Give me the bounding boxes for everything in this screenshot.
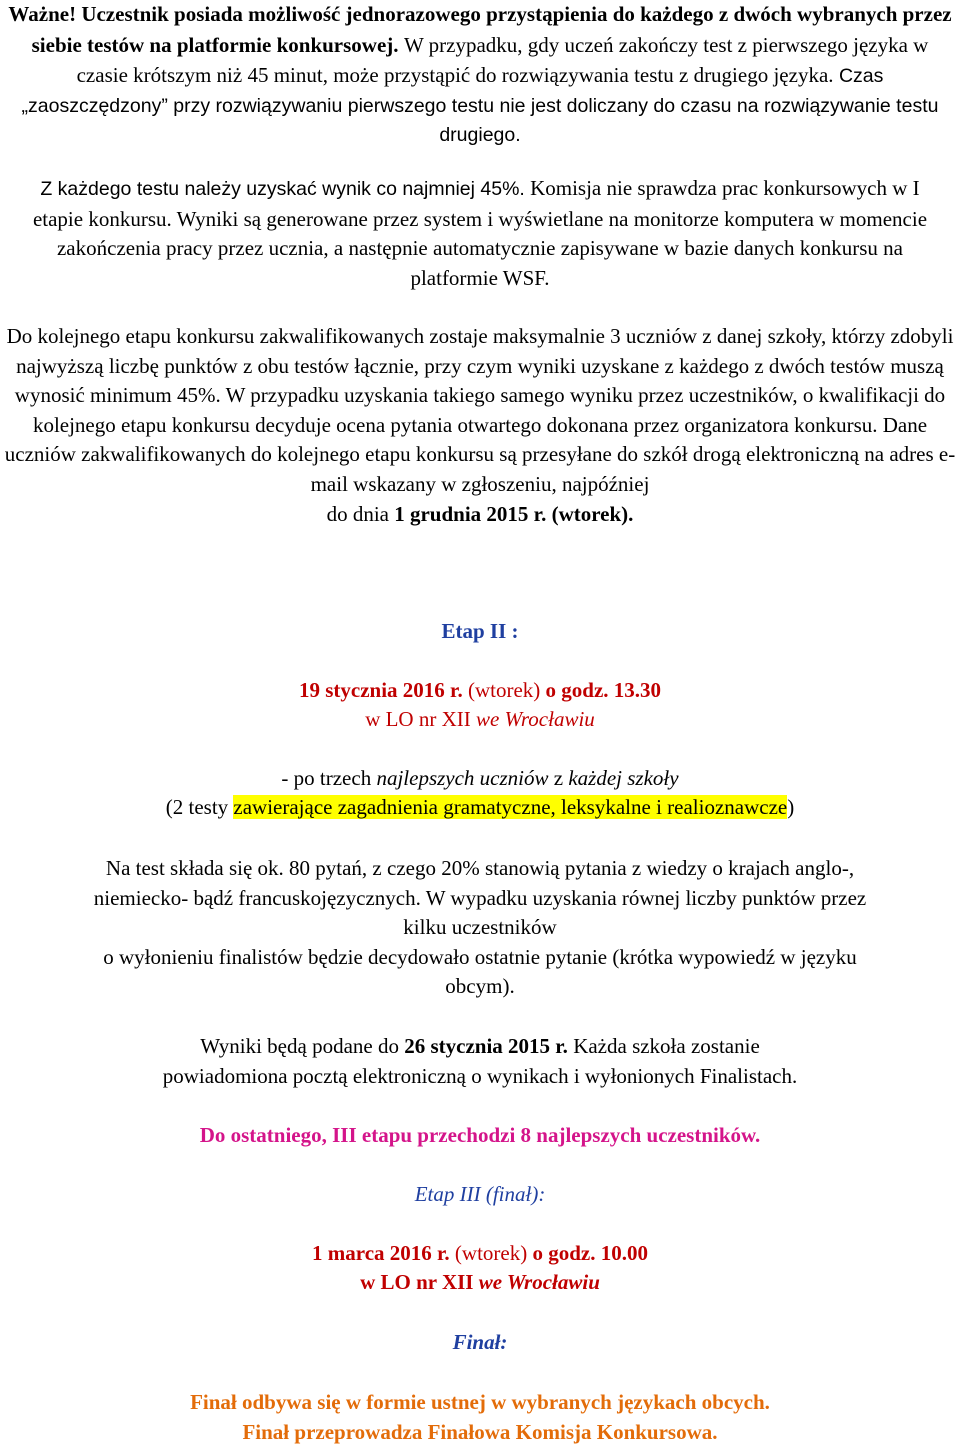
- stage-2-place-line: [0, 705, 960, 735]
- stage-3-day: (wtorek): [454, 1240, 528, 1265]
- stage-2-day: (wtorek): [467, 677, 541, 702]
- tests-highlight: zawierające zagadnienia gramatyczne, leksykalne i realioznawcze: [233, 795, 788, 820]
- final-line-1: Finał odbywa się w formie ustnej w wybranych językach obcych.: [190, 1390, 770, 1414]
- results-paragraph: [0, 174, 960, 293]
- intro-paragraph: [0, 0, 960, 151]
- stage-3-date: 1 marca 2016 r.: [312, 1240, 450, 1265]
- stage-3-place-line: [0, 1268, 960, 1298]
- results-commission: Komisja nie sprawdza prac konkursowych w I etapie konkursu.: [32, 176, 920, 231]
- announce-date: 26 stycznia 2015 r.: [404, 1034, 568, 1058]
- tests-prefix: (2 testy: [165, 795, 229, 820]
- stage-2-heading: Etap II :: [441, 619, 519, 643]
- stage-3-time: o godz. 10.00: [532, 1240, 648, 1265]
- test-line-3: kilku uczestników: [403, 915, 557, 940]
- results-min-score: Z każdego testu należy uzyskać wynik co najmniej 45%.: [40, 178, 525, 200]
- intro-text-2: Czas „zaoszczędzony” przy rozwiązywaniu pierwszego testu nie jest doliczany do czasu na rozwiązywanie testu drugiego.: [21, 65, 939, 147]
- stage-3-note: Do ostatniego, III etapu przechodzi 8 najlepszych uczestników.: [199, 1123, 761, 1147]
- important-label: Ważne!: [8, 2, 77, 26]
- stage-2-tests-line: [0, 793, 960, 823]
- stage-2-time: o godz. 13.30: [545, 677, 662, 702]
- stage-3-place: w LO nr XII: [360, 1270, 474, 1295]
- intro-bold-text: Uczestnik posiada możliwość jednorazowego przystąpienia do każdego z dwóch wybranych przez siebie testów na platformie konkursowej.: [31, 2, 952, 57]
- deadline-date: 1 grudnia 2015 r. (wtorek).: [394, 501, 634, 526]
- announce-prefix: Wyniki będą podane do: [200, 1034, 399, 1058]
- stage-2-place: w LO nr XII: [365, 707, 471, 732]
- who-best-students: najlepszych uczniów: [376, 765, 549, 790]
- announce-paragraph: [0, 1032, 960, 1091]
- who-prefix: - po trzech: [281, 765, 372, 790]
- tests-suffix: ): [787, 795, 795, 820]
- stage-3-date-line: [0, 1239, 960, 1269]
- stage-2-city: we Wrocławiu: [476, 707, 595, 732]
- stage-2-date: 19 stycznia 2016 r.: [298, 677, 463, 702]
- final-section: [0, 1388, 960, 1447]
- stage-2-section: [0, 617, 960, 823]
- qualification-text: Do kolejnego etapu konkursu zakwalifikowanych zostaje maksymalnie 3 uczniów z danej szkoły, którzy zdobyli najwyższą liczbę punktów z obu testów łącznie, przy czym wyniki uzyskane z każdego z dwóch testów muszą wynosić minimum 45%. W przypadku uzyskania takiego samego wyniku przez uczestników, o kwalifikacji do kolejnego etapu konkursu decyduje ocena pytania otwartego dokonana przez organizatora konkursu. Dane uczniów zakwalifikowanych do kolejnego etapu konkursu są przesyłane do szkół drogą elektroniczną na adres e-mail wskazany w zgłoszeniu, najpóźniej: [4, 324, 956, 496]
- stage-3-section: [0, 1180, 960, 1298]
- test-line-4: o wyłonieniu finalistów będzie decydowało ostatnie pytanie (krótka wypowiedź w języku: [103, 944, 857, 969]
- intro-text-1: W przypadku, gdy uczeń zakończy test z pierwszego języka w czasie krótszym niż 45 minut, może przystąpić do rozwiązywania testu z drugiego języka.: [76, 32, 929, 88]
- final-line-2: Finał przeprowadza Finałowa Komisja Konkursowa.: [242, 1419, 718, 1444]
- test-line-2: niemiecko- bądź francuskojęzycznych. W wypadku uzyskania równej liczby punktów przez: [93, 885, 867, 910]
- deadline-prefix: do dnia: [326, 501, 389, 526]
- who-mid: z: [553, 765, 564, 790]
- results-system: Wyniki są generowane przez system i wyświetlane na monitorze komputera w momencie zakończenia pracy przez ucznia, a następnie automatycznie zapisywane w bazie danych konkursu na platformie WSF.: [56, 206, 928, 290]
- test-paragraph: [0, 854, 960, 1002]
- test-line-5: obcym).: [445, 974, 515, 999]
- stage-3-heading: Etap III (finał):: [414, 1182, 546, 1206]
- test-line-1: Na test składa się ok. 80 pytań, z czego 20% stanowią pytania z wiedzy o krajach anglo-,: [105, 856, 855, 880]
- final-heading: Finał:: [452, 1330, 508, 1354]
- qualification-paragraph: [0, 322, 960, 529]
- stage-3-city: we Wrocławiu: [478, 1270, 600, 1295]
- stage-2-who-line: [0, 764, 960, 794]
- who-each-school: każdej szkoły: [568, 765, 679, 790]
- announce-suffix: Każda szkoła zostanie powiadomiona pocztą elektroniczną o wynikach i wyłonionych Finalistach.: [162, 1034, 798, 1088]
- stage-2-date-line: [0, 676, 960, 706]
